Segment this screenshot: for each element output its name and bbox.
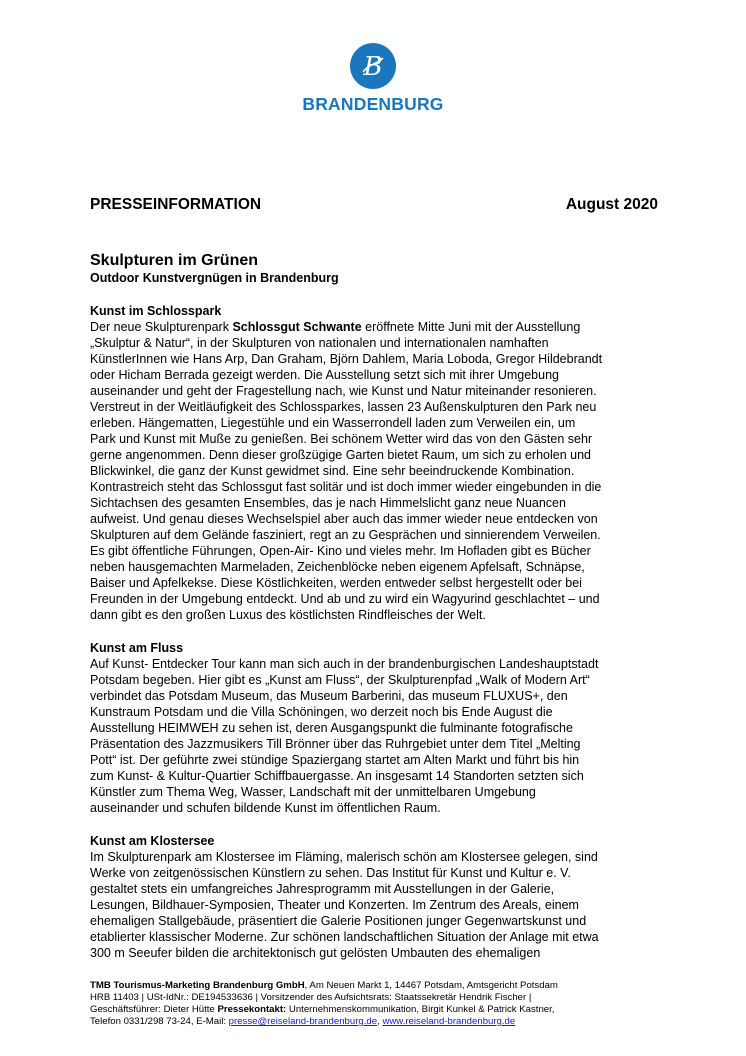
section-klostersee [90,833,670,961]
logo-text: BRANDENBURG [302,94,444,114]
paragraph-line: Künstler zum Thema Weg, Wasser, Landschaft mit der unmittelbaren Umgebung [90,785,536,799]
section-heading: Kunst am Klostersee [90,834,215,848]
section-heading: Kunst am Fluss [90,641,184,655]
website-link[interactable]: www.reiseland-brandenburg.de [382,1016,516,1027]
paragraph-line: Lesungen, Bildhauer-Symposien, Theater und Konzerten. Im Zentrum des Areals, einem [90,898,579,912]
paragraph-line: gestaltet stets ein umfangreiches Jahresprogramm mit Ausstellungen in der Galerie, [90,882,555,896]
paragraph-line: Freunden in der Umgebung entdeckt. Und ab und zu wird ein Wagyurind geschlachtet – und [90,592,600,606]
header-row [90,196,658,218]
paragraph-line: Sichtachsen des gesamten Ensembles, das je nach Himmelslicht ganz neue Nuancen [90,496,566,510]
paragraph-line: erleben. Hängematten, Liegestühle und ein Wasserrondell laden zum Verweilen ein, um [90,416,576,430]
paragraph-line: Der neue Skulpturenpark Schlossgut Schwante eröffnete Mitte Juni mit der Ausstellung [90,320,581,334]
paragraph-line: Kontrastreich steht das Schlossgut fast solitär und ist doch immer wieder eingebunden in die [90,480,602,494]
section-schlosspark [90,303,670,623]
paragraph-line: Skulpturen auf dem Gelände fasziniert, regt an zu Gesprächen und sinnierendem Verweilen. [90,528,601,542]
article-title: Skulpturen im Grünen [90,252,259,269]
paragraph-line: auseinander und schufen bildende Kunst im öffentlichen Raum. [90,801,441,815]
paragraph-line: Blickwinkel, die ganz der Kunst gewidmet sind. Eine sehr beeindruckende Kombination. [90,464,575,478]
paragraph-line: ehemaligen Stallgebäude, präsentiert die Galerie Positionen junger Gegenwartskunst und [90,914,587,928]
paragraph-line: aufweist. Und genau dieses Wechselspiel aber auch das immer wieder neue entdecken von [90,512,598,526]
paragraph-line: Park und Kunst mit Muße zu genießen. Bei schönem Wetter wird das von den Gästen sehr [90,432,593,446]
footer-line: Geschäftsführer: Dieter Hütte Pressekontakt: Unternehmenskommunikation, Birgit Kunkel & Patrick Kastner, [90,1004,555,1015]
paragraph-line: oder Hicham Berrada gezeigt werden. Die Ausstellung setzt sich mit ihrer Umgebung [90,368,559,382]
paragraph-line: Ausstellung HEIMWEH zu sehen ist, deren Ausgangspunkt die fulminante fotografische [90,721,573,735]
page-footer [90,980,670,1028]
paragraph [90,335,670,623]
paragraph-line: etablierter klassischer Moderne. Zur schönen landschaftlichen Situation der Anlage mit etwa [90,930,599,944]
paragraph-line: Verstreut in der Weitläufigkeit des Schlossparkes, lassen 23 Außenskulpturen den Park neu [90,400,597,414]
paragraph-line: KünstlerInnen wie Hans Arp, Dan Graham, Björn Dahlem, Maria Loboda, Gregor Hildebrandt [90,352,603,366]
venue-name: Schlossgut Schwante [232,320,362,334]
paragraph-line: Kunstraum Potsdam und die Villa Schöningen, wo derzeit noch bis Ende August die [90,705,553,719]
paragraph-line: Potsdam begeben. Hier gibt es „Kunst am Fluss“, der Skulpturenpfad „Walk of Modern Art“ [90,673,590,687]
article-body [90,251,670,961]
paragraph-line: gerne angenommen. Denn dieser großzügige Garten bietet Raum, um sich zu erholen und [90,448,591,462]
paragraph-line: dann gibt es den großen Luxus des köstlichsten Rindfleisches der Welt. [90,608,486,622]
paragraph-line: 300 m Seeufer bilden die architektonisch gut gelösten Umbauten des ehemaligen [90,946,541,960]
footer-line: TMB Tourismus-Marketing Brandenburg GmbH, Am Neuen Markt 1, 14467 Potsdam, Amtsgericht Potsdam [90,980,558,991]
svg-text:B: B [363,52,383,82]
paragraph-line: neben hausgemachten Marmeladen, Zeichenblöcke neben eigenem Apfelsaft, Schnäpse, [90,560,585,574]
footer-line: HRB 11403 | USt-IdNr.: DE194533636 | Vorsitzender des Aufsichtsrats: Staatssekretär Hendrik Fischer | [90,992,532,1003]
article-subtitle: Outdoor Kunstvergnügen in Brandenburg [90,271,339,285]
section-fluss [90,640,670,816]
press-label: PRESSEINFORMATION [90,196,262,213]
brandenburg-b-emblem-icon [349,42,397,90]
paragraph-line: Baiser und Apfelkekse. Diese Köstlichkeiten, werden entweder selbst hergestellt oder bei [90,576,582,590]
footer-company: TMB Tourismus-Marketing Brandenburg GmbH [90,980,305,991]
paragraph-line: Werke von zeitgenössischen Künstlern zu sehen. Das Institut für Kunst und Kultur e. V. [90,866,571,880]
email-link[interactable]: presse@reiseland-brandenburg.de [228,1016,378,1027]
paragraph-line: Im Skulpturenpark am Klostersee im Fläming, malerisch schön am Klostersee gelegen, sind [90,850,598,864]
paragraph-line: Es gibt öffentliche Führungen, Open-Air- Kino und vieles mehr. Im Hofladen gibt es Bücher [90,544,591,558]
paragraph-line: Auf Kunst- Entdecker Tour kann man sich auch in der brandenburgischen Landeshauptstadt [90,657,599,671]
footer-line: Telefon 0331/298 73-24, E-Mail: presse@reiseland-brandenburg.de, www.reiseland-brandenburg.de [90,1016,516,1027]
paragraph-line: „Skulptur & Natur“, in der Skulpturen von nationalen und internationalen namhaften [90,336,549,350]
paragraph-line: Pott“ ist. Der geführte zwei stündige Spaziergang startet am Alten Markt und führt bis hin [90,753,580,767]
section-heading: Kunst im Schlosspark [90,304,222,318]
press-date: August 2020 [565,196,658,213]
paragraph-line: Präsentation des Jazzmusikers Till Brönner über das Ruhrgebiet unter dem Titel „Melting [90,737,581,751]
paragraph-line: auseinander und geht der Fragestellung nach, wie Kunst und Natur miteinander resonieren. [90,384,597,398]
paragraph-line: zum Kunst- & Kultur-Quartier Schiffbauergasse. An insgesamt 14 Standorten setzten sich [90,769,584,783]
paragraph-line: verbindet das Potsdam Museum, das Museum Barberini, das museum FLUXUS+, den [90,689,568,703]
press-contact-label: Pressekontakt: [217,1004,287,1015]
brandenburg-logo [288,42,458,115]
